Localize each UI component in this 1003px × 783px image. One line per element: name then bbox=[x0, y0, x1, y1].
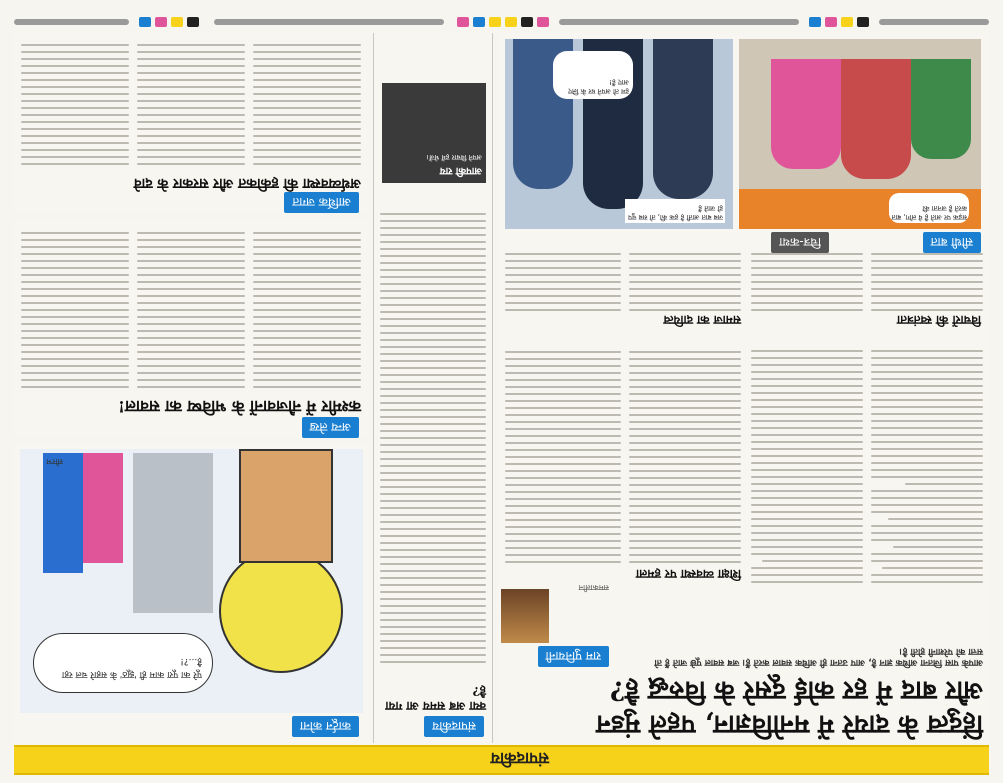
economy-tag: आर्थिक जगत bbox=[284, 192, 359, 213]
cartoon-figure-body bbox=[239, 449, 333, 563]
middle-column bbox=[373, 33, 493, 743]
economy-headline: अर्थव्यवस्था की हकीकत और सरकार के दावे bbox=[133, 175, 361, 191]
economy-text-col-3 bbox=[21, 37, 129, 165]
photo-section-tag: चित्र-कथा bbox=[771, 232, 829, 253]
main-subhead-1: शिक्षा व्यवस्था पर हमला bbox=[636, 567, 741, 581]
main-section-tag: राम पुनियानी bbox=[538, 646, 609, 667]
economy-text-col-1 bbox=[253, 37, 361, 165]
right-article bbox=[14, 218, 369, 438]
masthead-bar bbox=[14, 745, 989, 775]
masthead-brand: संपादकीय bbox=[490, 749, 549, 768]
registration-marks bbox=[14, 17, 989, 27]
photo-officials bbox=[505, 39, 733, 229]
cartoon-crowd bbox=[133, 453, 213, 613]
main-headline-2: और बाद में हर कोई दूसरे के विरुद्ध है? bbox=[609, 675, 983, 705]
photo-bubble-1: हम तो अपने घर के लिए आए हैं! bbox=[553, 51, 633, 99]
right-text-col-1 bbox=[253, 223, 361, 388]
main-article bbox=[499, 333, 989, 743]
photo-market bbox=[739, 39, 981, 229]
middle-dark-box bbox=[382, 83, 486, 183]
photo-caption-1: सड़क पर आते हैं ये लोग, बात करते हैं जनता की bbox=[889, 193, 969, 223]
cartoon-section bbox=[14, 443, 369, 743]
main-deck: आपके पास जितना अधिक ज्ञान है, आप उतना ही अधिक सवाल करते हैं। जब सवाल पूछे जाते हैं तो सत्ता को परेशानी होती है। bbox=[654, 646, 983, 667]
author-photo bbox=[501, 589, 549, 643]
middle-tag: संपादकीय bbox=[424, 716, 484, 737]
economy-text-col-2 bbox=[137, 37, 245, 165]
middle-text bbox=[380, 203, 486, 663]
photo-section-label: सीधी बात bbox=[923, 232, 981, 253]
author-name: समकालीन bbox=[578, 583, 609, 592]
main-text-col-4 bbox=[505, 343, 621, 563]
middle-box-text: अपने विचार हमें भेजें। bbox=[426, 153, 482, 161]
photo-section bbox=[499, 33, 989, 253]
main-text-col-3 bbox=[629, 343, 741, 563]
main-text-col-1 bbox=[871, 343, 983, 583]
cartoon-image bbox=[20, 449, 363, 713]
cartoon-figure-head bbox=[219, 549, 343, 673]
main-subhead-2: विचारों की स्वतंत्रता bbox=[897, 313, 981, 327]
main-headline-1: हिंदुत्व के दायरे में मनोविज्ञान, पहले मुंडन bbox=[596, 709, 983, 739]
middle-box-title: आपकी राय bbox=[439, 165, 482, 176]
right-text-col-2 bbox=[137, 223, 245, 388]
right-text-col-3 bbox=[21, 223, 129, 388]
main-text-col-2 bbox=[751, 343, 863, 583]
right-article-tag: अन्य लेख bbox=[302, 417, 359, 438]
main-subhead-3: समाज का दायित्व bbox=[663, 313, 741, 327]
middle-headline: क्या अब समय आ गया है? bbox=[385, 684, 486, 713]
cartoon-speech: पूरे का पूरा काम ही 'झूठ' के सहारे चल रहा है...?! bbox=[33, 633, 213, 693]
cartoon-artist: सौरभ bbox=[46, 457, 63, 466]
right-article-headline: कश्मीर में नौजवानों के भविष्य का सवाल! bbox=[118, 397, 361, 416]
photo-caption-2: जब बात आती है हक की, तो सब चुप हो जाते हैं bbox=[625, 199, 725, 223]
cartoon-tag: कार्टून कोना bbox=[292, 716, 359, 737]
economy-article bbox=[14, 33, 369, 213]
